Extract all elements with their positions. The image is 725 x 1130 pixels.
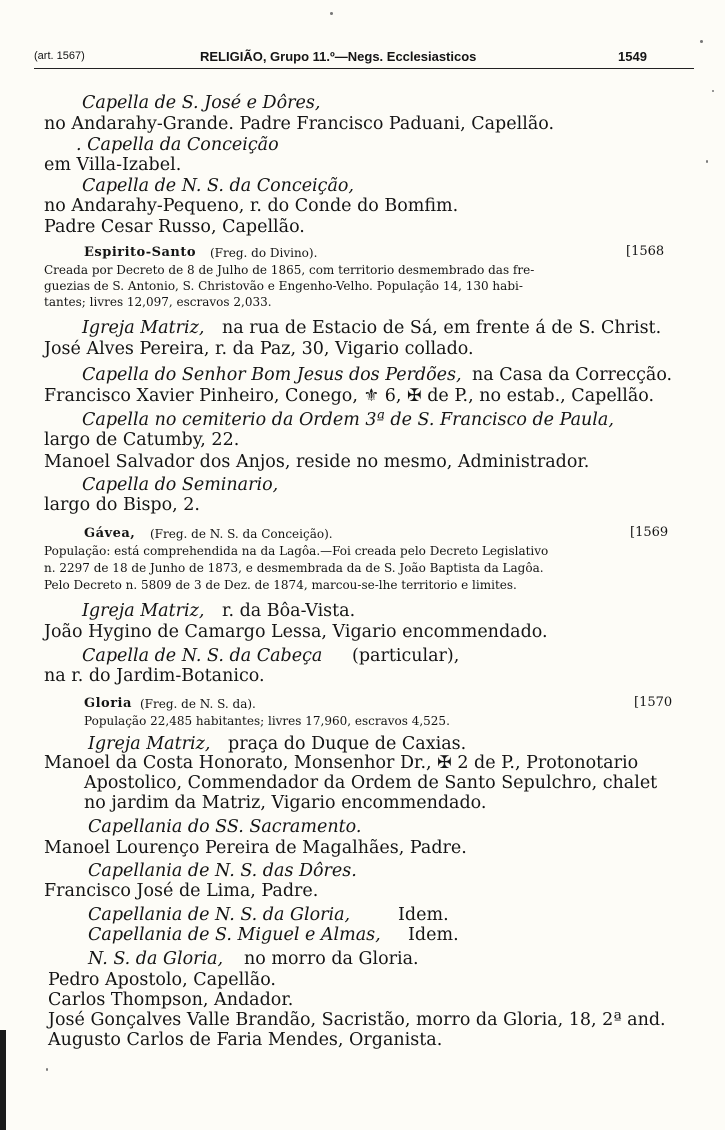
article-number: [1569 — [630, 525, 669, 540]
binding-edge — [0, 1030, 6, 1130]
parish-note: População 22,485 habitantes; livres 17,960, escravos 4,525. — [84, 714, 450, 728]
parish-subtitle: (Freg. do Divino). — [210, 246, 318, 260]
parish-heading: Gloria — [84, 696, 132, 711]
parish-note: Creada por Decreto de 8 de Julho de 1865, com territorio desmembrado das fre- — [44, 263, 535, 277]
entry-line: na r. do Jardim-Botanico. — [44, 666, 265, 686]
scan-speck — [330, 12, 333, 15]
entry-line: José Gonçalves Valle Brandão, Sacristão, morro da Gloria, 18, 2ª and. — [48, 1010, 666, 1030]
entry-line: Manoel Lourenço Pereira de Magalhães, Padre. — [44, 838, 467, 858]
entry-line: no morro da Gloria. — [244, 949, 419, 969]
entry-line: Idem. — [398, 905, 449, 925]
parish-subtitle: (Freg. de N. S. da). — [140, 697, 256, 711]
header-rule — [34, 68, 694, 69]
parish-note: Pelo Decreto n. 5809 de 3 de Dez. de 1874, marcou-se-lhe territorio e limites. — [44, 578, 517, 592]
entry-line: Francisco José de Lima, Padre. — [44, 881, 319, 901]
chapel-title: Capella de S. José e Dôres, — [82, 93, 321, 113]
parish-heading: Gávea, — [84, 526, 136, 541]
entry-line: na Casa da Correcção. — [472, 365, 673, 385]
chapel-title: . Capella da Conceição — [76, 135, 279, 155]
article-number: [1570 — [634, 695, 673, 710]
entry-line: na rua de Estacio de Sá, em frente á de S. Christ. — [222, 318, 662, 338]
entry-line: em Villa-Izabel. — [44, 155, 182, 175]
chapel-title: Capella de N. S. da Conceição, — [82, 176, 354, 196]
entry-line: largo do Bispo, 2. — [44, 495, 200, 515]
church-title: Igreja Matriz, — [82, 601, 205, 621]
entry-line: João Hygino de Camargo Lessa, Vigario encommendado. — [44, 622, 548, 642]
page-number: 1549 — [618, 49, 647, 64]
parish-note: População: está comprehendida na da Lagôa.—Foi creada pelo Decreto Legislativo — [44, 544, 549, 558]
entry-line: Carlos Thompson, Andador. — [48, 990, 294, 1010]
chapel-title: Capella do Senhor Bom Jesus dos Perdões, — [82, 365, 462, 385]
scan-speck — [712, 90, 714, 92]
article-number: [1568 — [626, 244, 665, 259]
entry-line: Manoel da Costa Honorato, Monsenhor Dr., ✠ 2 de P., Protonotario — [44, 753, 639, 773]
entry-line: Manoel Salvador dos Anjos, reside no mesmo, Administrador. — [44, 452, 590, 472]
parish-note: n. 2297 de 18 de Junho de 1873, e desmembrada da de S. João Baptista da Lagôa. — [44, 561, 544, 575]
entry-line: Idem. — [408, 925, 459, 945]
chapel-title: Capella do Seminario, — [82, 475, 279, 495]
entry-line: Padre Cesar Russo, Capellão. — [44, 217, 305, 237]
parish-subtitle: (Freg. de N. S. da Conceição). — [150, 527, 333, 541]
entry-line: Pedro Apostolo, Capellão. — [48, 970, 276, 990]
running-header-title: RELIGIÃO, Grupo 11.º—Negs. Ecclesiasticos — [200, 49, 477, 64]
chapel-title: N. S. da Gloria, — [88, 949, 224, 969]
scan-speck — [700, 40, 703, 43]
church-title: Igreja Matriz, — [88, 734, 211, 754]
entry-line: Augusto Carlos de Faria Mendes, Organista. — [48, 1030, 443, 1050]
chapel-title: Capellania de N. S. das Dôres. — [88, 861, 357, 881]
parish-note: guezias de S. Antonio, S. Christovão e Engenho-Velho. População 14, 130 habi- — [44, 279, 523, 293]
entry-line: no Andarahy-Pequeno, r. do Conde do Bomfim. — [44, 196, 459, 216]
parish-heading: Espirito-Santo — [84, 245, 197, 260]
entry-line: largo de Catumby, 22. — [44, 430, 240, 450]
entry-line: Francisco Xavier Pinheiro, Conego, ⚜ 6, ✠ de P., no estab., Capellão. — [44, 386, 655, 406]
chapel-title: Capella no cemiterio da Ordem 3ª de S. Francisco de Paula, — [82, 410, 614, 430]
entry-line: Apostolico, Commendador da Ordem de Santo Sepulchro, chalet — [84, 773, 658, 793]
entry-line: r. da Bôa-Vista. — [222, 601, 356, 621]
scan-speck — [46, 1068, 48, 1071]
entry-line: José Alves Pereira, r. da Paz, 30, Vigario collado. — [44, 339, 474, 359]
entry-line: no jardim da Matriz, Vigario encommendado. — [84, 793, 487, 813]
entry-line: no Andarahy-Grande. Padre Francisco Paduani, Capellão. — [44, 114, 555, 134]
entry-line: praça do Duque de Caxias. — [228, 734, 467, 754]
chapel-title: Capellania de S. Miguel e Almas, — [88, 925, 381, 945]
chapel-title: Capellania de N. S. da Gloria, — [88, 905, 351, 925]
article-range: (art. 1567) — [34, 50, 85, 62]
chapel-title: Capellania do SS. Sacramento. — [88, 817, 362, 837]
scan-speck — [706, 160, 708, 163]
parish-note: tantes; livres 12,097, escravos 2,033. — [44, 295, 272, 309]
entry-line: (particular), — [352, 646, 460, 666]
chapel-title: Capella de N. S. da Cabeça — [82, 646, 323, 666]
church-title: Igreja Matriz, — [82, 318, 205, 338]
